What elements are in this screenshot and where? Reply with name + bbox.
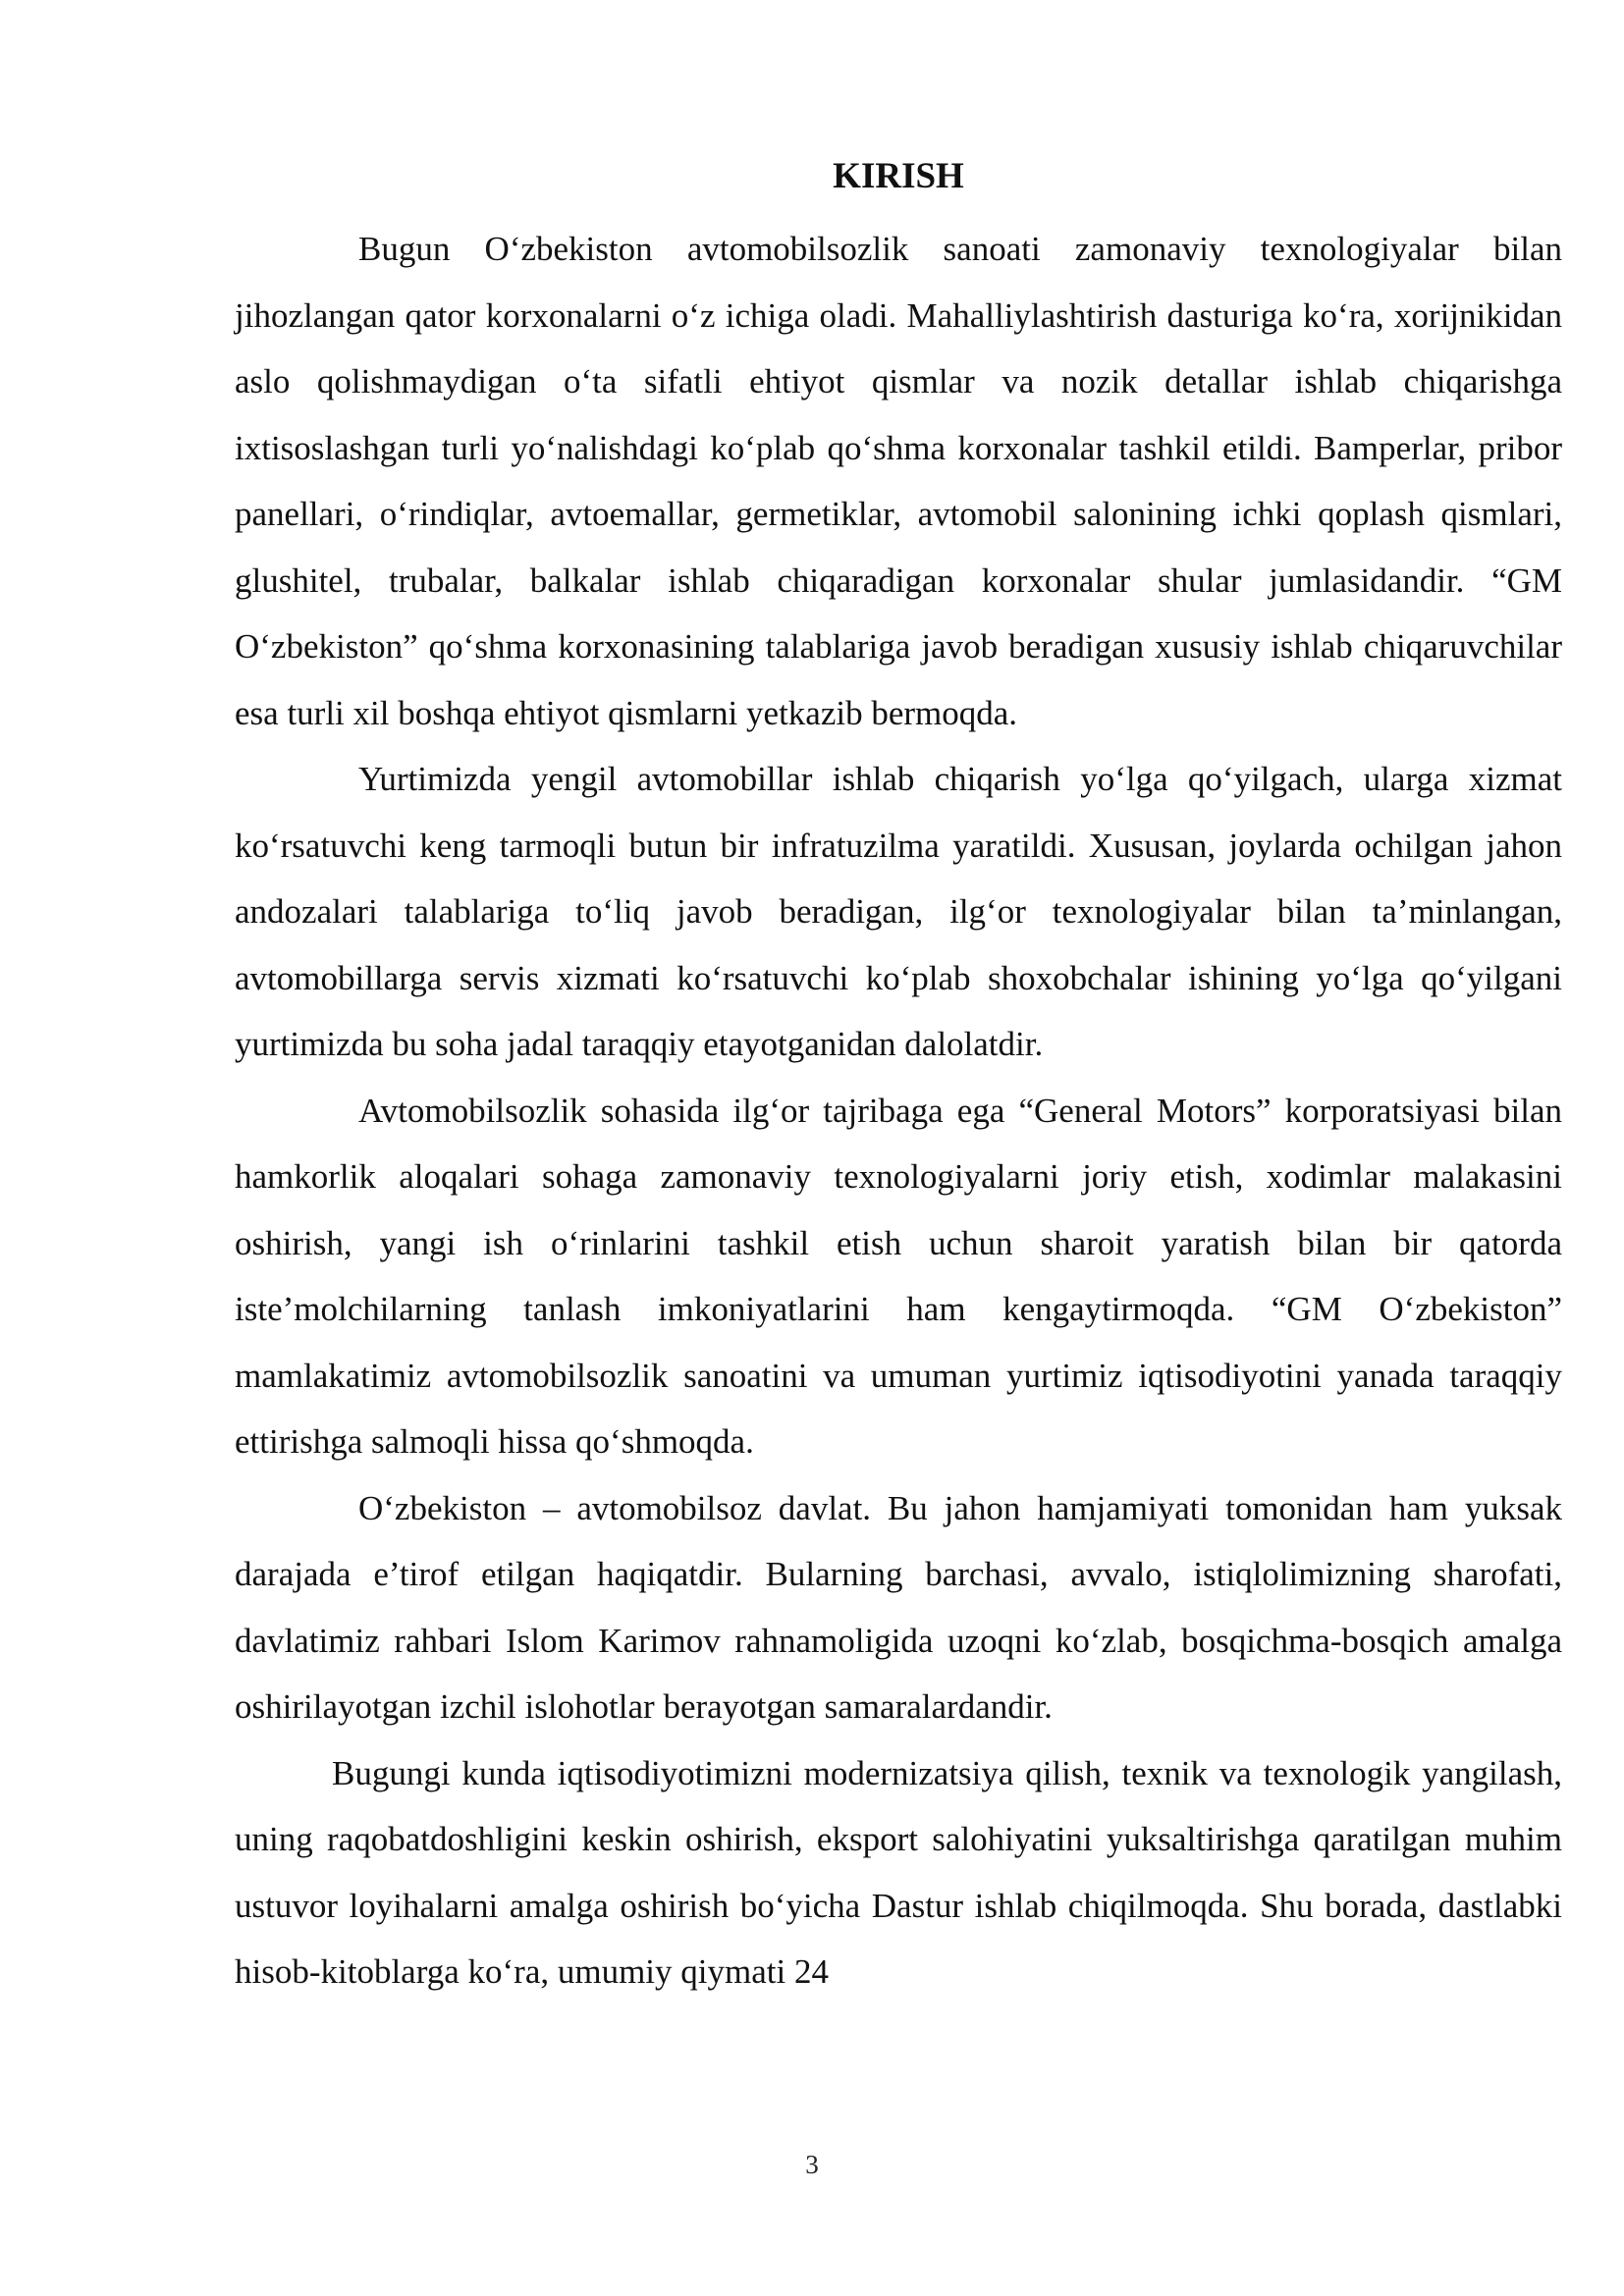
paragraph-4: O‘zbekiston – avtomobilsoz davlat. Bu jahon hamjamiyati tomonidan ham yuksak darajada e’tirof etilgan haqiqatdir. Bularning barchasi, avvalo, istiqlolimizning sharofati, davlatimiz rahbari Islom Karimov rahnamoligida uzoqni ko‘zlab, bosqichma-bosqich amalga oshirilayotgan izchil islohotlar berayotgan samaralardandir. — [235, 1488, 1562, 1726]
page-number: 3 — [805, 2150, 819, 2179]
paragraph-3: Avtomobilsozlik sohasida ilg‘or tajribaga ega “General Motors” korporatsiyasi bilan hamkorlik aloqalari sohaga zamonaviy texnologiyalarni joriy etish, xodimlar malakasini oshirish, yangi ish o‘rinlarini tashkil etish uchun sharoit yaratish bilan bir qatorda iste’molchilarning tanlash imkoniyatlarini ham kengaytirmoqda. “GM O‘zbekiston” mamlakatimiz avtomobilsozlik sanoatini va umuman yurtimiz iqtisodiyotini yanada taraqqiy ettirishga salmoqli hissa qo‘shmoqda. — [235, 1091, 1562, 1461]
paragraph-5: Bugungi kunda iqtisodiyotimizni modernizatsiya qilish, texnik va texnologik yangilash, uning raqobatdoshligini keskin oshirish, eksport salohiyatini yuksaltirishga qaratilgan muhim ustuvor loyihalarni amalga oshirish bo‘yicha Dastur ishlab chiqilmoqda. Shu borada, dastlabki hisob-kitoblarga ko‘ra, umumiy qiymati 24 — [235, 1753, 1562, 1991]
paragraph-2: Yurtimizda yengil avtomobillar ishlab chiqarish yo‘lga qo‘yilgach, ularga xizmat ko‘rsatuvchi keng tarmoqli butun bir infratuzilma yaratildi. Xususan, joylarda ochilgan jahon andozalari talablariga to‘liq javob beradigan, ilg‘or texnologiyalar bilan ta’minlangan, avtomobillarga servis xizmati ko‘rsatuvchi ko‘plab shoxobchalar ishining yo‘lga qo‘yilgani yurtimizda bu soha jadal taraqqiy etayotganidan dalolatdir. — [235, 760, 1562, 1063]
paragraph-1: Bugun O‘zbekiston avtomobilsozlik sanoati zamonaviy texnologiyalar bilan jihozlangan qator korxonalarni o‘z ichiga oladi. Mahalliylashtirish dasturiga ko‘ra, xorijnikidan aslo qolishmaydigan o‘ta sifatli ehtiyot qismlar va nozik detallar ishlab chiqarishga ixtisoslashgan turli yo‘nalishdagi ko‘plab qo‘shma korxonalar tashkil etildi. Bamperlar, pribor panellari, o‘rindiqlar, avtoemallar, germetiklar, avtomobil salonining ichki qoplash qismlari, glushitel, trubalar, balkalar ishlab chiqaradigan korxonalar shular jumlasidandir. “GM O‘zbekiston” qo‘shma korxonasining talablariga javob beradigan xususiy ishlab chiqaruvchilar esa turli xil boshqa ehtiyot qismlarni yetkazib bermoqda. — [235, 230, 1562, 732]
section-heading: KIRISH — [833, 156, 964, 196]
body-text — [235, 216, 1562, 2005]
